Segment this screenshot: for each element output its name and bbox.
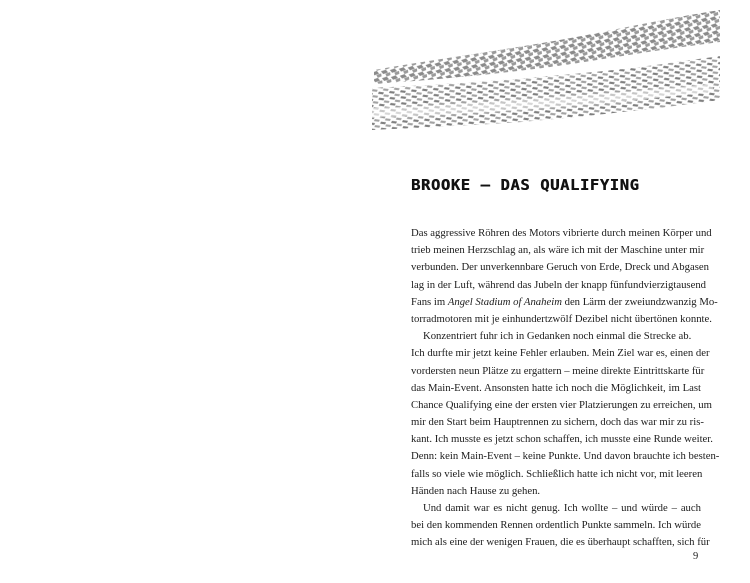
paragraph-3: [411, 500, 710, 552]
text-line: falls so viele wie möglich. Schließlich hatte ich nicht vor, mit leeren: [411, 467, 703, 480]
text-segment: den Lärm der zweiundzwanzig Mo-: [561, 295, 718, 308]
text-line: Und damit war es nicht genug. Ich wollte – und würde – auch: [423, 502, 701, 514]
text-line: verbunden. Der unverkennbare Geruch von Erde, Dreck und Abgasen: [411, 261, 709, 274]
body-text: [411, 225, 720, 552]
text-line: Händen nach Hause zu gehen.: [411, 484, 541, 497]
tire-track-graphic: [372, 8, 722, 136]
text-line: Denn: kein Main-Event – keine Punkte. Und davon brauchte ich besten-: [411, 450, 720, 463]
text-line: mir den Start beim Hauptrennen zu sichern, doch das war mir zu ris-: [411, 416, 704, 429]
paragraph-1: [411, 225, 718, 328]
text-line: Chance Qualifying eine der ersten vier Platzierungen zu erreichen, um: [411, 398, 712, 411]
chapter-title: BROOKE – DAS QUALIFYING: [411, 176, 640, 194]
text-line: bei den kommenden Rennen ordentlich Punkte sammeln. Ich würde: [411, 519, 701, 532]
text-line: mich als eine der wenigen Frauen, die es überhaupt schafften, sich für: [411, 536, 710, 549]
text-line: kant. Ich musste es jetzt schon schaffen, ich musste eine Runde weiter.: [411, 433, 713, 446]
stadium-name: Angel Stadium of Anaheim: [447, 295, 562, 308]
paragraph-2: [411, 328, 720, 500]
page-number: 9: [693, 551, 699, 562]
text-line: das Main-Event. Ansonsten hatte ich noch die Möglichkeit, im Last: [411, 381, 701, 394]
text-line: lag in der Luft, während das Jubeln der knapp fünfundvierzigtausend: [411, 278, 707, 291]
text-line: trieb meinen Herzschlag an, als wäre ich mit der Maschine unter mir: [411, 244, 705, 257]
text-line-with-italic: [411, 294, 718, 311]
text-line: Das aggressive Röhren des Motors vibrierte durch meinen Körper und: [411, 227, 712, 239]
text-line: torradmotoren mit je einhundertzwölf Dezibel nicht übertönen konnte.: [411, 312, 712, 325]
text-line: vordersten neun Plätze zu ergattern – meine direkte Eintrittskarte für: [411, 364, 705, 377]
text-line: Konzentriert fuhr ich in Gedanken noch einmal die Strecke ab.: [423, 330, 692, 343]
text-segment: Fans im: [411, 295, 448, 308]
text-line: Ich durfte mir jetzt keine Fehler erlauben. Mein Ziel war es, einen der: [411, 347, 710, 360]
